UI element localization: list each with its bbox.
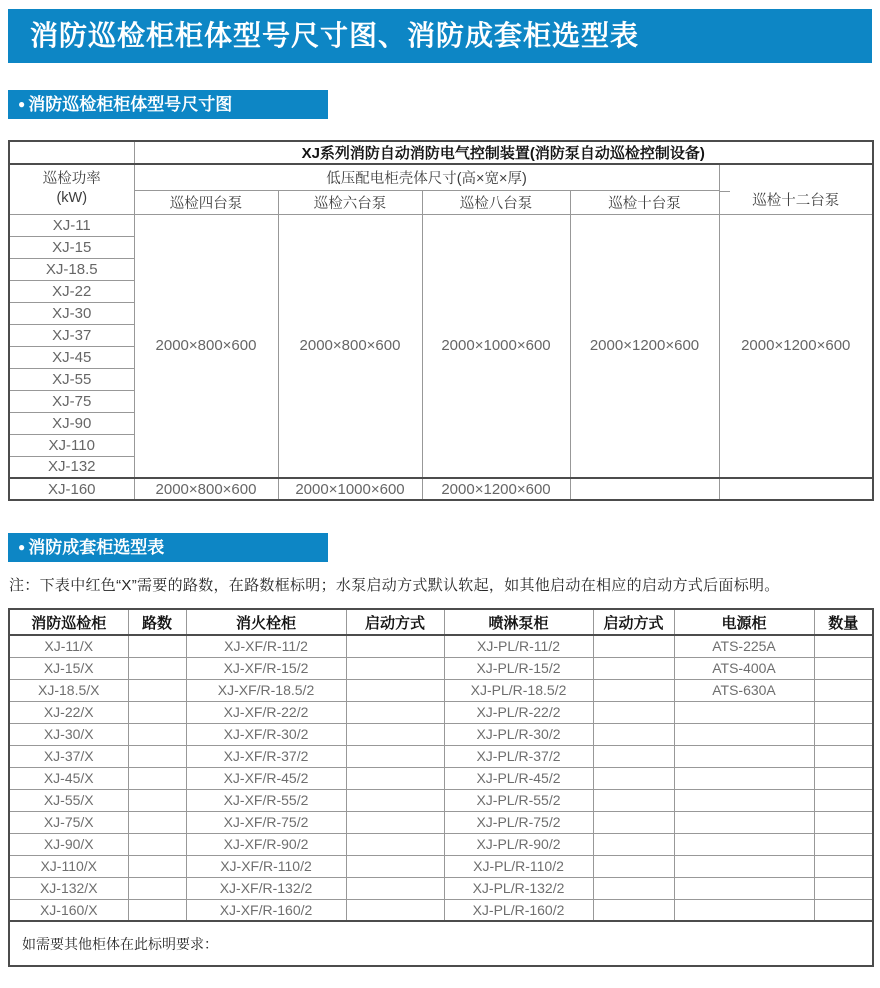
start-mode-cell [346,723,444,745]
start-mode-cell [593,679,674,701]
cabinet-size-cell [570,478,719,500]
start-mode-header: 启动方式 [346,609,444,635]
table2-row [9,899,873,921]
power-cabinet-cell: ATS-400A [674,657,814,679]
patrol-cabinet-cell: XJ-45/X [9,767,128,789]
patrol-cabinet-cell: XJ-18.5/X [9,679,128,701]
patrol-cabinet-cell: XJ-11/X [9,635,128,657]
start-mode-cell [593,657,674,679]
section2-heading-label: 消防成套柜选型表 [28,538,165,557]
quantity-cell [814,899,873,921]
sprinkler-cabinet-cell: XJ-PL/R-37/2 [444,745,593,767]
circuits-cell [128,679,186,701]
power-cabinet-cell [674,899,814,921]
power-cabinet-cell [674,701,814,723]
cabinet-selection-table [8,608,874,967]
sprinkler-cabinet-cell: XJ-PL/R-30/2 [444,723,593,745]
start-mode-cell [593,767,674,789]
start-mode-cell [346,877,444,899]
quantity-cell [814,811,873,833]
quantity-cell [814,789,873,811]
footer-note-cell: 如需要其他柜体在此标明要求： [9,921,873,966]
start-mode-cell [593,789,674,811]
section1-heading-banner [8,90,328,119]
selection-table-note: 注：下表中红色“X”需要的路数，在路数框标明；水泵启动方式默认软起，如其他启动在相应的启动方式后面标明。 [9,577,780,594]
pump6-column-header: 巡检六台泵 [278,190,422,214]
cabinet-size-cell [719,478,873,500]
quantity-cell [814,679,873,701]
bullet-icon: ● [18,97,26,111]
patrol-cabinet-cell: XJ-55/X [9,789,128,811]
page-title: 消防巡检柜柜体型号尺寸图、消防成套柜选型表 [30,20,640,51]
section2-heading-banner [8,533,328,562]
circuits-header: 路数 [128,609,186,635]
sprinkler-cabinet-cell: XJ-PL/R-160/2 [444,899,593,921]
hydrant-cabinet-cell: XJ-XF/R-30/2 [186,723,346,745]
blank-cell [9,141,134,164]
start-mode-cell [346,833,444,855]
hydrant-cabinet-cell: XJ-XF/R-55/2 [186,789,346,811]
patrol-cabinet-cell: XJ-30/X [9,723,128,745]
power-model-cell: XJ-90 [9,412,134,434]
quantity-cell [814,767,873,789]
sprinkler-cabinet-cell: XJ-PL/R-75/2 [444,811,593,833]
bullet-icon: ● [18,540,26,554]
sprinkler-cabinet-cell: XJ-PL/R-45/2 [444,767,593,789]
table2-row [9,701,873,723]
table1-last-row [9,478,873,500]
sprinkler-cabinet-cell: XJ-PL/R-90/2 [444,833,593,855]
table2-row [9,877,873,899]
section1-heading-label: 消防巡检柜柜体型号尺寸图 [28,95,233,114]
hydrant-cabinet-cell: XJ-XF/R-75/2 [186,811,346,833]
power-model-cell: XJ-11 [9,214,134,236]
table1-subheader-row [9,164,873,190]
hydrant-cabinet-cell: XJ-XF/R-22/2 [186,701,346,723]
cabinet-size-cell: 2000×800×600 [134,478,278,500]
table1-title-cell: XJ系列消防自动消防电气控制装置(消防泵自动巡检控制设备) [134,141,873,164]
power-model-cell: XJ-160 [9,478,134,500]
start-mode-cell [346,811,444,833]
start-mode-cell [346,679,444,701]
sprinkler-cabinet-cell: XJ-PL/R-18.5/2 [444,679,593,701]
power-cabinet-cell: ATS-630A [674,679,814,701]
quantity-cell [814,855,873,877]
power-cabinet-cell [674,877,814,899]
patrol-cabinet-cell: XJ-90/X [9,833,128,855]
start-mode-cell [346,745,444,767]
power-cabinet-cell: ATS-225A [674,635,814,657]
circuits-cell [128,723,186,745]
table2-row [9,833,873,855]
hydrant-cabinet-cell: XJ-XF/R-11/2 [186,635,346,657]
size-header-cell: 低压配电柜壳体尺寸(高×宽×厚) [134,164,719,190]
circuits-cell [128,833,186,855]
start-mode-cell [346,899,444,921]
hydrant-cabinet-cell: XJ-XF/R-132/2 [186,877,346,899]
cabinet-size-cell: 2000×800×600 [278,214,422,478]
cabinet-size-cell: 2000×1200×600 [422,478,570,500]
start-mode-cell [346,635,444,657]
cabinet-size-cell: 2000×1000×600 [422,214,570,478]
start-mode-cell [346,657,444,679]
table2-header-row [9,609,873,635]
cabinet-size-cell: 2000×800×600 [134,214,278,478]
start-mode-cell [346,701,444,723]
quantity-cell [814,701,873,723]
table2-row [9,657,873,679]
patrol-cabinet-cell: XJ-132/X [9,877,128,899]
hydrant-cabinet-cell: XJ-XF/R-15/2 [186,657,346,679]
power-cabinet-cell [674,833,814,855]
start-mode-cell [593,855,674,877]
circuits-cell [128,811,186,833]
sprinkler-cabinet-cell: XJ-PL/R-55/2 [444,789,593,811]
cabinet-size-cell: 2000×1000×600 [278,478,422,500]
start-mode-cell [346,855,444,877]
quantity-cell [814,723,873,745]
start-mode-cell [593,635,674,657]
start-mode-cell [593,701,674,723]
table2-body [9,635,873,966]
power-model-cell: XJ-55 [9,368,134,390]
quantity-header: 数量 [814,609,873,635]
power-header-line2: (kW) [56,190,88,207]
hydrant-cabinet-cell: XJ-XF/R-37/2 [186,745,346,767]
pump12-column-header: 巡检十二台泵 [719,164,873,214]
power-cabinet-header: 电源柜 [674,609,814,635]
start-mode-cell [346,767,444,789]
start-mode-header: 启动方式 [593,609,674,635]
patrol-cabinet-cell: XJ-15/X [9,657,128,679]
start-mode-cell [593,745,674,767]
power-model-cell: XJ-37 [9,324,134,346]
pump4-column-header: 巡检四台泵 [134,190,278,214]
table2-row [9,745,873,767]
power-cabinet-cell [674,811,814,833]
table2-row [9,767,873,789]
table2-head [9,609,873,635]
patrol-cabinet-cell: XJ-22/X [9,701,128,723]
circuits-cell [128,701,186,723]
patrol-cabinet-cell: XJ-110/X [9,855,128,877]
circuits-cell [128,855,186,877]
sprinkler-cabinet-cell: XJ-PL/R-132/2 [444,877,593,899]
start-mode-cell [593,899,674,921]
power-model-cell: XJ-22 [9,280,134,302]
power-cabinet-cell [674,789,814,811]
power-model-cell: XJ-45 [9,346,134,368]
start-mode-cell [346,789,444,811]
power-model-cell: XJ-132 [9,456,134,478]
power-cabinet-cell [674,745,814,767]
sprinkler-cabinet-header: 喷淋泵柜 [444,609,593,635]
patrol-cabinet-cell: XJ-160/X [9,899,128,921]
power-model-cell: XJ-30 [9,302,134,324]
quantity-cell [814,833,873,855]
hydrant-cabinet-cell: XJ-XF/R-45/2 [186,767,346,789]
hydrant-cabinet-cell: XJ-XF/R-18.5/2 [186,679,346,701]
patrol-cabinet-header: 消防巡检柜 [9,609,128,635]
start-mode-cell [593,723,674,745]
start-mode-cell [593,833,674,855]
table2-row [9,679,873,701]
power-cabinet-cell [674,723,814,745]
pump8-column-header: 巡检八台泵 [422,190,570,214]
power-model-cell: XJ-110 [9,434,134,456]
power-cabinet-cell [674,855,814,877]
quantity-cell [814,635,873,657]
circuits-cell [128,767,186,789]
sprinkler-cabinet-cell: XJ-PL/R-11/2 [444,635,593,657]
power-cabinet-cell [674,767,814,789]
patrol-cabinet-cell: XJ-37/X [9,745,128,767]
table1-row [9,214,873,236]
circuits-cell [128,899,186,921]
cabinet-size-cell: 2000×1200×600 [570,214,719,478]
sprinkler-cabinet-cell: XJ-PL/R-15/2 [444,657,593,679]
sprinkler-cabinet-cell: XJ-PL/R-110/2 [444,855,593,877]
table1-title-row [9,141,873,164]
sprinkler-cabinet-cell: XJ-PL/R-22/2 [444,701,593,723]
circuits-cell [128,745,186,767]
circuits-cell [128,635,186,657]
main-title-banner [8,9,872,63]
hydrant-cabinet-header: 消火栓柜 [186,609,346,635]
cabinet-size-cell: 2000×1200×600 [719,214,873,478]
cabinet-size-table [8,140,874,501]
table1-body [9,214,873,500]
table2-row [9,635,873,657]
quantity-cell [814,877,873,899]
table2-row [9,855,873,877]
hydrant-cabinet-cell: XJ-XF/R-90/2 [186,833,346,855]
quantity-cell [814,745,873,767]
hydrant-cabinet-cell: XJ-XF/R-110/2 [186,855,346,877]
table1-head [9,141,873,214]
table2-footer-row [9,921,873,966]
table2-row [9,811,873,833]
circuits-cell [128,877,186,899]
table2-row [9,723,873,745]
power-header-line1: 巡检功率 [42,171,101,188]
table2-row [9,789,873,811]
quantity-cell [814,657,873,679]
patrol-cabinet-cell: XJ-75/X [9,811,128,833]
power-header-cell [9,164,134,214]
power-model-cell: XJ-75 [9,390,134,412]
circuits-cell [128,789,186,811]
circuits-cell [128,657,186,679]
pump10-column-header: 巡检十台泵 [570,190,719,214]
start-mode-cell [593,877,674,899]
power-model-cell: XJ-15 [9,236,134,258]
hydrant-cabinet-cell: XJ-XF/R-160/2 [186,899,346,921]
start-mode-cell [593,811,674,833]
power-model-cell: XJ-18.5 [9,258,134,280]
